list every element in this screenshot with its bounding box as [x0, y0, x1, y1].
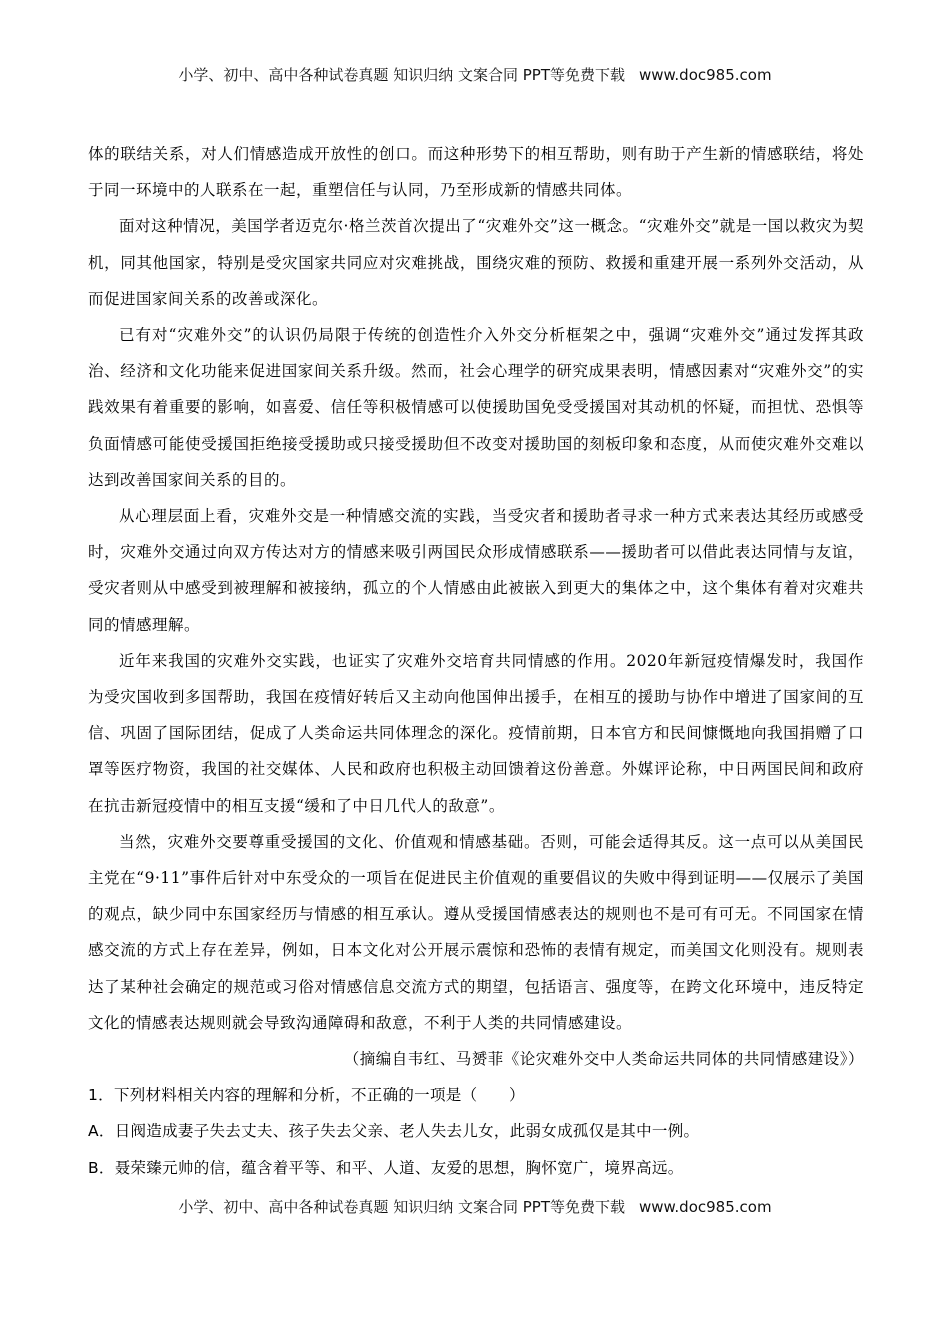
- page-header: [0, 64, 950, 85]
- header-url-link[interactable]: www.doc985.com: [638, 66, 772, 84]
- header-text: 小学、初中、高中各种试卷真题 知识归纳 文案合同 PPT等免费下载: [178, 66, 625, 84]
- paragraph-6: 当然，灾难外交要尊重受援国的文化、价值观和情感基础。否则，可能会适得其反。这一点可以从美国民主党在“9·11”事件后针对中东受众的一项旨在促进民主价值观的重要倡议的失败中得到证明——仅展示了美国的观点，缺少同中东国家经历与情感的相互承认。遵从受援国情感表达的规则也不是可有可无。不同国家在情感交流的方式上存在差异，例如，日本文化对公开展示震惊和恐怖的表情有规定，而美国文化则没有。规则表达了某种社会确定的规范或习俗对情感信息交流方式的期望，包括语言、强度等，在跨文化环境中，违反特定文化的情感表达规则就会导致沟通障碍和敌意，不利于人类的共同情感建设。: [88, 832, 864, 1032]
- paragraph-4: 从心理层面上看，灾难外交是一种情感交流的实践，当受灾者和援助者寻求一种方式来表达其经历或感受时，灾难外交通过向双方传达对方的情感来吸引两国民众形成情感联系——援助者可以借此表达同情与友谊，受灾者则从中感受到被理解和被接纳，孤立的个人情感由此被嵌入到更大的集体之中，这个集体有着对灾难共同的情感理解。: [88, 507, 864, 634]
- paragraph-1: 体的联结关系，对人们情感造成开放性的创口。而这种形势下的相互帮助，则有助于产生新的情感联结，将处于同一环境中的人联系在一起，重塑信任与认同，乃至形成新的情感共同体。: [88, 145, 864, 200]
- footer-url-link[interactable]: www.doc985.com: [638, 1198, 772, 1216]
- source-citation: （摘编自韦红、马赟菲《论灾难外交中人类命运共同体的共同情感建设》）: [343, 1050, 864, 1069]
- option-a: A．日阀造成妻子失去丈夫、孩子失去父亲、老人失去儿女，此弱女成孤仅是其中一例。: [88, 1122, 700, 1141]
- page-footer: [0, 1196, 950, 1217]
- article-body: [88, 136, 864, 1186]
- option-b: B．聂荣臻元帅的信，蕴含着平等、和平、人道、友爱的思想，胸怀宽广，境界高远。: [88, 1158, 684, 1177]
- paragraph-2: 面对这种情况，美国学者迈克尔·格兰茨首次提出了“灾难外交”这一概念。“灾难外交”就是一国以救灾为契机，同其他国家，特别是受灾国家共同应对灾难挑战，围绕灾难的预防、救援和重建开展一系列外交活动，从而促进国家间关系的改善或深化。: [88, 217, 864, 308]
- paragraph-3: 已有对“灾难外交”的认识仍局限于传统的创造性介入外交分析框架之中，强调“灾难外交”通过发挥其政治、经济和文化功能来促进国家间关系升级。然而，社会心理学的研究成果表明，情感因素对“灾难外交”的实践效果有着重要的影响，如喜爱、信任等积极情感可以使援助国免受受援国对其动机的怀疑，而担忧、恐惧等负面情感可能使受援国拒绝接受援助或只接受援助但不改变对援助国的刻板印象和态度，从而使灾难外交难以达到改善国家间关系的目的。: [88, 326, 864, 489]
- footer-text: 小学、初中、高中各种试卷真题 知识归纳 文案合同 PPT等免费下载: [178, 1198, 625, 1216]
- paragraph-5: 近年来我国的灾难外交实践，也证实了灾难外交培育共同情感的作用。2020年新冠疫情爆发时，我国作为受灾国收到多国帮助，我国在疫情好转后又主动向他国伸出援手，在相互的援助与协作中增进了国家间的互信、巩固了国际团结，促成了人类命运共同体理念的深化。疫情前期，日本官方和民间慷慨地向我国捐赠了口罩等医疗物资，我国的社交媒体、人民和政府也积极主动回馈着这份善意。外媒评论称，中日两国民间和政府在抗击新冠疫情中的相互支援“缓和了中日几代人的敌意”。: [88, 651, 864, 815]
- question-stem: 1．下列材料相关内容的理解和分析，不正确的一项是（ ）: [88, 1086, 525, 1105]
